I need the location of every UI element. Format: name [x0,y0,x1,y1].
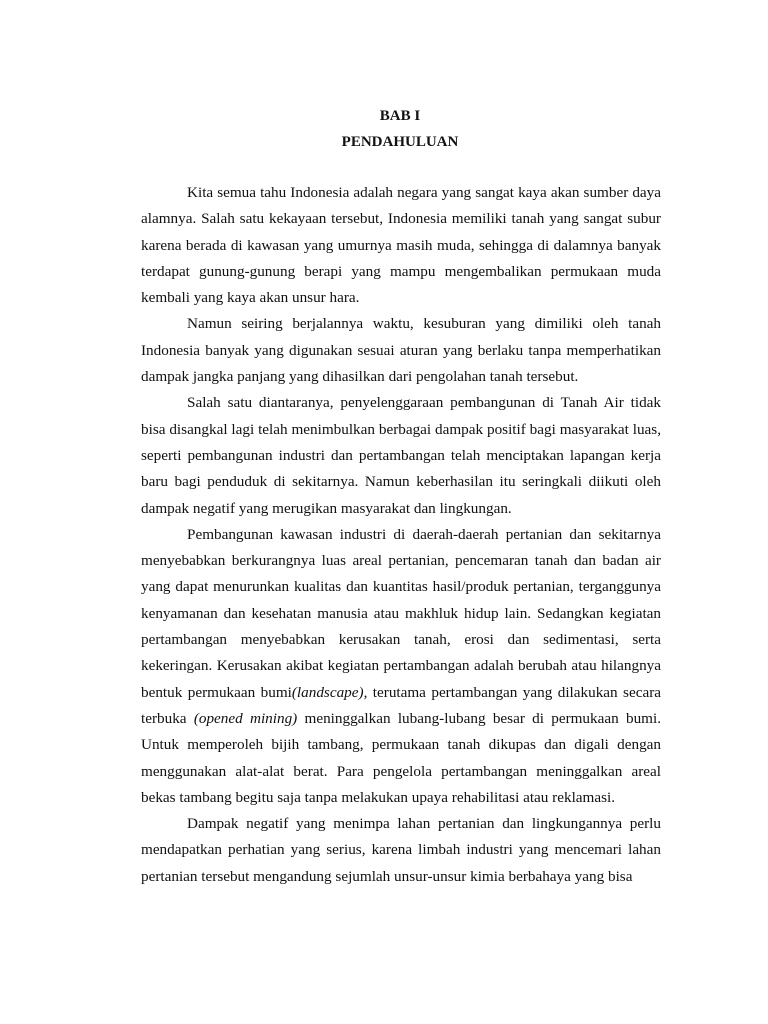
paragraph-4-part-3: meninggalkan lubang-lubang besar di permukaan bumi. Untuk memperoleh bijih tambang, permukaan tanah dikupas dan digali dengan menggunakan alat-alat berat. Para pengelola pertambangan meninggalkan areal bekas tambang begitu saja tanpa melakukan upaya rehabilitasi atau reklamasi. [141,709,661,806]
chapter-number: BAB I [379,108,421,124]
opened-mining-term: (opened mining) [193,709,298,727]
paragraph-2: Namun seiring berjalannya waktu, kesuburan yang dimiliki oleh tanah Indonesia banyak yang digunakan sesuai aturan yang berlaku tanpa memperhatikan dampak jangka panjang yang dihasilkan dari pengolahan tanah tersebut. [141,315,661,386]
paragraph-5: Dampak negatif yang menimpa lahan pertanian dan lingkungannya perlu mendapatkan perhatian yang serius, karena limbah industri yang mencemari lahan pertanian tersebut mengandung sejumlah unsur-unsur kimia berbahaya yang bisa [141,815,661,885]
paragraph-3: Salah satu diantaranya, penyelenggaraan pembangunan di Tanah Air tidak bisa disangkal lagi telah menimbulkan berbagai dampak positif bagi masyarakat luas, seperti pembangunan industri dan pertambangan telah menciptakan lapangan kerja baru bagi penduduk di sekitarnya. Namun keberhasilan itu seringkali diikuti oleh dampak negatif yang merugikan masyarakat dan lingkungan. [141,394,661,517]
body-text [141,180,661,890]
landscape-term: (landscape) [291,683,364,701]
paragraph-4-part-1: Pembangunan kawasan industri di daerah-daerah pertanian dan sekitarnya menyebabkan berkurangnya luas areal pertanian, pencemaran tanah dan badan air yang dapat menurunkan kualitas dan kuantitas hasil/produk pertanian, terganggunya kenyamanan dan kesehatan manusia atau makhluk hidup lain. Sedangkan kegiatan pertambangan menyebabkan kerusakan tanah, erosi dan sedimentasi, serta kekeringan. Kerusakan akibat kegiatan pertambangan adalah berubah atau hilangnya bentuk permukaan bumi [141,525,661,701]
paragraph-1: Kita semua tahu Indonesia adalah negara yang sangat kaya akan sumber daya alamnya. Salah satu kekayaan tersebut, Indonesia memiliki tanah yang sangat subur karena berada di kawasan yang umurnya masih muda, sehingga di dalamnya banyak terdapat gunung-gunung berapi yang mampu mengembalikan permukaan muda kembali yang kaya akan unsur hara. [141,184,661,307]
chapter-title: PENDAHULUAN [341,134,459,150]
paragraph-4-part-2: , terutama pertambangan yang dilakukan secara terbuka [141,683,661,727]
paragraph-4 [141,522,661,811]
